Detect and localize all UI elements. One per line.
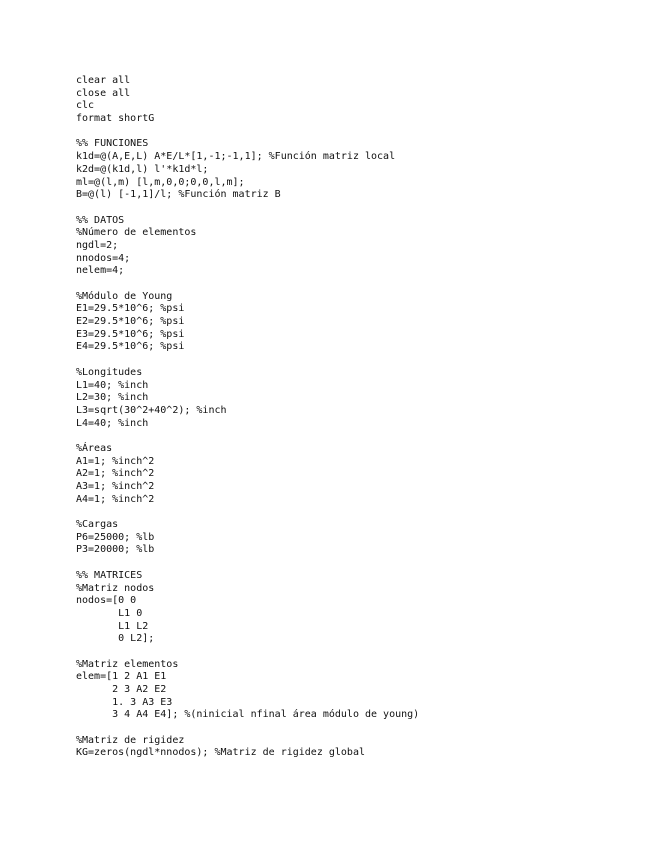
code-line: A1=1; %inch^2: [76, 455, 155, 467]
code-line: L2=30; %inch: [76, 392, 149, 404]
code-line: KG=zeros(ngdl*nnodos); %Matriz de rigidez global: [76, 747, 365, 759]
code-line: [76, 202, 419, 215]
code-line: [76, 557, 419, 570]
code-line: 3 4 A4 E4]; %(ninicial nfinal área módulo de young): [76, 709, 420, 721]
code-line: E1=29.5*10^6; %psi: [76, 303, 185, 315]
code-line: [76, 126, 419, 139]
code-line: [76, 722, 419, 735]
code-line: [76, 354, 419, 367]
code-line: ngdl=2;: [76, 239, 119, 251]
code-line: nelem=4;: [76, 265, 125, 277]
code-line: [76, 430, 419, 443]
code-line: k1d=@(A,E,L) A*E/L*[1,-1;-1,1]; %Función matriz local: [76, 151, 396, 163]
code-line: [76, 506, 419, 519]
code-line: k2d=@(k1d,l) l'*k1d*l;: [76, 163, 209, 175]
code-line: L1 0: [76, 607, 143, 619]
code-line: E4=29.5*10^6; %psi: [76, 341, 185, 353]
code-line: E2=29.5*10^6; %psi: [76, 316, 185, 328]
code-line: %% DATOS: [76, 214, 125, 226]
code-line: [76, 278, 419, 291]
code-line: clc: [76, 100, 95, 112]
code-line: L4=40; %inch: [76, 417, 149, 429]
code-line: %Áreas: [76, 442, 113, 454]
code-line: %Número de elementos: [76, 227, 197, 239]
code-listing: [76, 75, 419, 760]
code-line: P6=25000; %lb: [76, 531, 155, 543]
code-line: L1 L2: [76, 620, 149, 632]
code-line: nnodos=4;: [76, 252, 131, 264]
code-line: B=@(l) [-1,1]/l; %Función matriz B: [76, 189, 281, 201]
code-line: E3=29.5*10^6; %psi: [76, 328, 185, 340]
code-line: 2 3 A2 E2: [76, 684, 167, 695]
code-line: clear all: [76, 75, 131, 86]
code-line: L1=40; %inch: [76, 379, 149, 391]
code-line: ml=@(l,m) [l,m,0,0;0,0,l,m];: [76, 176, 245, 188]
code-line: %% MATRICES: [76, 569, 143, 581]
code-line: A3=1; %inch^2: [76, 481, 155, 492]
code-line: A4=1; %inch^2: [76, 493, 155, 505]
code-line: %Matriz de rigidez: [76, 734, 185, 746]
code-line: 1. 3 A3 E3: [76, 696, 173, 708]
code-line: nodos=[0 0: [76, 595, 137, 607]
code-line: L3=sqrt(30^2+40^2); %inch: [76, 404, 227, 416]
code-line: close all: [76, 87, 131, 99]
code-line: 0 L2];: [76, 633, 155, 645]
code-line: format shortG: [76, 113, 155, 125]
code-line: %Módulo de Young: [76, 290, 173, 302]
code-line: [76, 646, 419, 659]
code-line: %Longitudes: [76, 366, 143, 378]
code-line: %Matriz nodos: [76, 582, 155, 594]
code-line: %% FUNCIONES: [76, 138, 149, 150]
code-line: A2=1; %inch^2: [76, 468, 155, 480]
code-line: %Matriz elementos: [76, 658, 179, 670]
code-line: elem=[1 2 A1 E1: [76, 671, 167, 683]
code-line: P3=20000; %lb: [76, 544, 155, 556]
code-line: %Cargas: [76, 519, 119, 531]
